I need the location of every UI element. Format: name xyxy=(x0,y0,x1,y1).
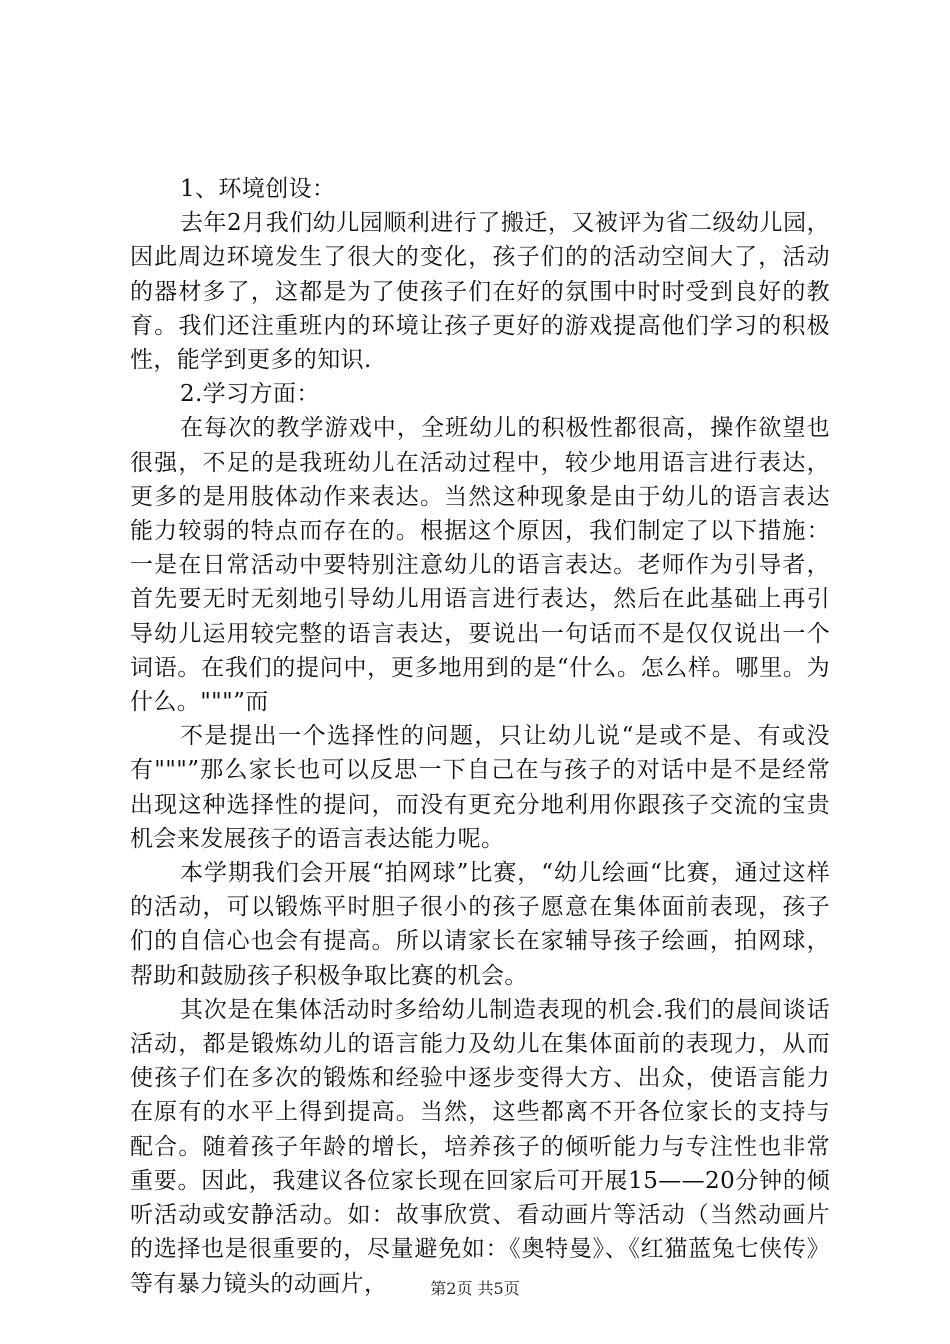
page-number-footer: 第2页 共5页 xyxy=(430,1279,520,1298)
paragraph-opportunities: 其次是在集体活动时多给幼儿制造表现的机会.我们的晨间谈话活动，都是锻炼幼儿的语言能力及幼儿在集体面前的表现力，从而使孩子们在多次的锻炼和经验中逐步变得大方、出众，使语言能力在原有的水平上得到提高。当然，这些都离不开各位家长的支持与配合。随着孩子年龄的增长，培养孩子的倾听能力与专注性也非常重要。因此，我建议各位家长现在回家后可开展15——20分钟的倾听活动或安静活动。如：故事欣赏、看动画片等活动（当然动画片的选择也是很重要的，尽量避免如：《奥特曼》、《红猫蓝兔七侠传》等有暴力镜头的动画片， xyxy=(130,996,830,1297)
paragraph-learning-1: 在每次的教学游戏中，全班幼儿的积极性都很高，操作欲望也很强，不足的是我班幼儿在活动过程中，较少地用语言进行表达，更多的是用肢体动作来表达。当然这种现象是由于幼儿的语言表达能力较弱的特点而存在的。根据这个原因，我们制定了以下措施：一是在日常活动中要特别注意幼儿的语言表达。老师作为引导者，首先要无时无刻地引导幼儿用语言进行表达，然后在此基础上再引导幼儿运用较完整的语言表达，要说出一句话而不是仅仅说出一个词语。在我们的提问中，更多地用到的是“什么。怎么样。哪里。为什么。"""”而 xyxy=(130,415,830,716)
document-body xyxy=(130,172,830,1301)
section-heading-learning: 2.学习方面： xyxy=(180,381,320,408)
paragraph-environment: 去年2月我们幼儿园顺利进行了搬迁，又被评为省二级幼儿园，因此周边环境发生了很大的变化，孩子们的的活动空间大了，活动的器材多了，这都是为了使孩子们在好的氛围中时时受到良好的教育。我们还注重班内的环境让孩子更好的游戏提高他们学习的积极性，能学到更多的知识. xyxy=(130,210,830,374)
section-heading-environment: 1、环境创设： xyxy=(180,176,336,202)
paragraph-learning-2: 不是提出一个选择性的问题，只让幼儿说“是或不是、有或没有"""”那么家长也可以反思一下自己在与孩子的对话中是不是经常出现这种选择性的提问，而没有更充分地利用你跟孩子交流的宝贵机会来发展孩子的语言表达能力呢。 xyxy=(130,723,830,852)
paragraph-competitions: 本学期我们会开展“拍网球”比赛，“幼儿绘画“比赛，通过这样的活动，可以锻炼平时胆子很小的孩子愿意在集体面前表现，孩子们的自信心也会有提高。所以请家长在家辅导孩子绘画，拍网球，帮助和鼓励孩子积极争取比赛的机会。 xyxy=(130,860,830,989)
